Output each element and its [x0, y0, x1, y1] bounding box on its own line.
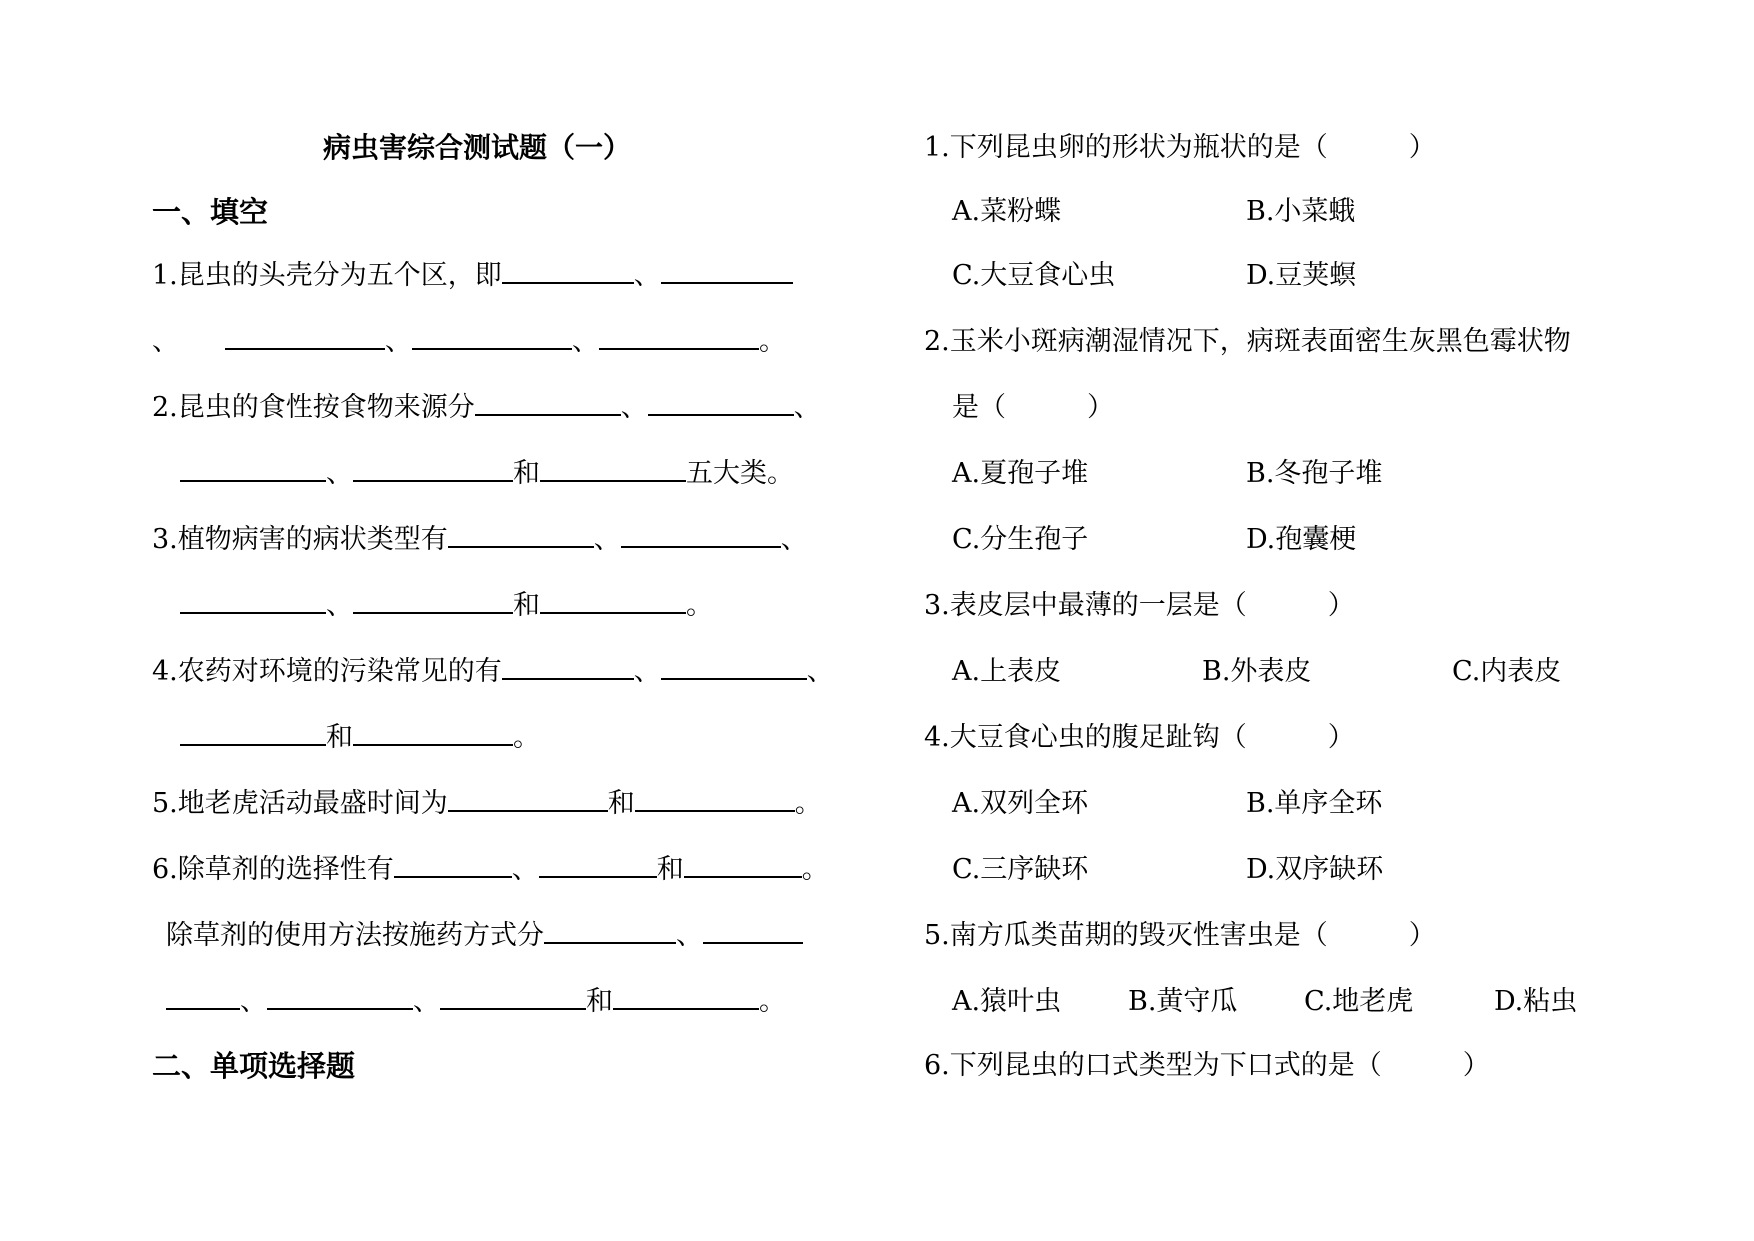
answer-blank[interactable]: [540, 586, 686, 614]
answer-blank[interactable]: [353, 454, 513, 482]
mc-question-2-option-c[interactable]: C.分生孢子: [952, 524, 1089, 555]
mc-question-3-stem: 3.表皮层中最薄的一层是（ ）: [924, 590, 1355, 621]
question-6-line-1: [152, 850, 829, 890]
question-3-line-2: [180, 586, 713, 626]
mc-question-1-option-d[interactable]: D.豆荚螟: [1246, 260, 1357, 291]
mc-question-3-option-c[interactable]: C.内表皮: [1452, 656, 1562, 687]
answer-blank[interactable]: [502, 652, 634, 680]
answer-blank[interactable]: [412, 322, 572, 350]
question-5: [152, 784, 822, 824]
answer-blank[interactable]: [180, 586, 326, 614]
separator: 、: [780, 524, 808, 555]
question-text: 除草剂的使用方法按施药方式分: [166, 920, 544, 951]
mc-question-1-option-b[interactable]: B.小菜蛾: [1246, 196, 1356, 227]
conjunction: 和: [607, 788, 635, 819]
conjunction: 和: [586, 986, 613, 1017]
period: 。: [686, 590, 713, 621]
conjunction: 和: [513, 590, 540, 621]
mc-question-5-stem: 5.南方瓜类苗期的毁灭性害虫是（ ）: [924, 920, 1436, 951]
separator: 、: [326, 458, 353, 489]
page-title: 病虫害综合测试题（一）: [323, 131, 632, 164]
mc-question-4-stem: 4.大豆食心虫的腹足趾钩（ ）: [924, 722, 1355, 753]
answer-blank[interactable]: [613, 982, 759, 1010]
separator: 、: [620, 392, 648, 423]
section-heading-fill-in: 一、填空: [152, 195, 269, 229]
separator: 、: [326, 590, 353, 621]
mc-question-5-option-a[interactable]: A.猿叶虫: [952, 986, 1062, 1017]
answer-blank[interactable]: [166, 982, 240, 1010]
question-end: 五大类。: [686, 458, 794, 489]
answer-blank[interactable]: [599, 322, 759, 350]
question-text: 5.地老虎活动最盛时间为: [152, 788, 448, 819]
mc-question-5-option-d[interactable]: D.粘虫: [1494, 986, 1578, 1017]
separator: 、: [511, 854, 539, 885]
question-text: 3.植物病害的病状类型有: [152, 524, 448, 555]
section-heading-single-choice: 二、单项选择题: [152, 1049, 356, 1083]
conjunction: 和: [326, 722, 353, 753]
separator: 、: [633, 260, 661, 291]
answer-blank[interactable]: [684, 850, 802, 878]
question-6-line-3: [166, 982, 786, 1022]
answer-blank[interactable]: [225, 322, 385, 350]
separator: 、: [593, 524, 621, 555]
separator: 、: [806, 656, 834, 687]
mc-question-3-option-b[interactable]: B.外表皮: [1202, 656, 1312, 687]
conjunction: 和: [656, 854, 684, 885]
mc-question-2-option-b[interactable]: B.冬孢子堆: [1246, 458, 1383, 489]
mc-question-5-option-b[interactable]: B.黄守瓜: [1128, 986, 1238, 1017]
separator: 、: [633, 656, 661, 687]
question-4-line-2: [180, 718, 540, 758]
mc-question-6-stem: 6.下列昆虫的口式类型为下口式的是（ ）: [924, 1050, 1490, 1081]
mc-question-4-option-b[interactable]: B.单序全环: [1246, 788, 1383, 819]
answer-blank[interactable]: [475, 388, 621, 416]
mc-question-2-option-d[interactable]: D.孢囊梗: [1246, 524, 1357, 555]
question-2-line-2: [180, 454, 794, 494]
answer-blank[interactable]: [353, 586, 513, 614]
answer-blank[interactable]: [661, 256, 793, 284]
separator: 、: [676, 920, 703, 951]
answer-blank[interactable]: [267, 982, 413, 1010]
separator: 、: [572, 326, 599, 357]
question-4-line-1: [152, 652, 834, 692]
answer-blank[interactable]: [394, 850, 512, 878]
question-1-line-2: [152, 322, 786, 362]
question-2-line-1: [152, 388, 821, 428]
period: 。: [759, 986, 786, 1017]
question-6-line-2: [166, 916, 803, 956]
mc-question-4-option-d[interactable]: D.双序缺环: [1246, 854, 1384, 885]
answer-blank[interactable]: [635, 784, 795, 812]
mc-question-2-stem: 2.玉米小斑病潮湿情况下，病斑表面密生灰黑色霉状物: [924, 326, 1571, 357]
answer-blank[interactable]: [180, 718, 326, 746]
answer-blank[interactable]: [502, 256, 634, 284]
separator: 、: [793, 392, 821, 423]
answer-blank[interactable]: [540, 454, 686, 482]
period: 。: [794, 788, 822, 819]
answer-blank[interactable]: [539, 850, 657, 878]
answer-blank[interactable]: [180, 454, 326, 482]
period: 。: [801, 854, 829, 885]
question-text: 2.昆虫的食性按食物来源分: [152, 392, 475, 423]
mc-question-5-option-c[interactable]: C.地老虎: [1304, 986, 1414, 1017]
separator: 、: [152, 326, 179, 357]
question-3-line-1: [152, 520, 808, 560]
answer-blank[interactable]: [440, 982, 586, 1010]
answer-blank[interactable]: [544, 916, 676, 944]
separator: 、: [413, 986, 440, 1017]
answer-blank[interactable]: [703, 916, 803, 944]
answer-blank[interactable]: [661, 652, 807, 680]
mc-question-3-option-a[interactable]: A.上表皮: [952, 656, 1062, 687]
period: 。: [759, 326, 786, 357]
answer-blank[interactable]: [448, 784, 608, 812]
separator: 、: [240, 986, 267, 1017]
period: 。: [513, 722, 540, 753]
answer-blank[interactable]: [448, 520, 594, 548]
mc-question-1-option-a[interactable]: A.菜粉蝶: [952, 196, 1062, 227]
answer-blank[interactable]: [353, 718, 513, 746]
mc-question-1-option-c[interactable]: C.大豆食心虫: [952, 260, 1116, 291]
mc-question-4-option-c[interactable]: C.三序缺环: [952, 854, 1089, 885]
answer-blank[interactable]: [621, 520, 781, 548]
mc-question-2-option-a[interactable]: A.夏孢子堆: [952, 458, 1089, 489]
separator: 、: [385, 326, 412, 357]
question-text: 4.农药对环境的污染常见的有: [152, 656, 502, 687]
mc-question-2-stem-continued: 是（ ）: [952, 392, 1114, 423]
question-text: 1.昆虫的头壳分为五个区，即: [152, 260, 502, 291]
mc-question-1-stem: 1.下列昆虫卵的形状为瓶状的是（ ）: [924, 132, 1436, 163]
conjunction: 和: [513, 458, 540, 489]
question-1-line-1: [152, 256, 793, 296]
question-text: 6.除草剂的选择性有: [152, 854, 394, 885]
answer-blank[interactable]: [648, 388, 794, 416]
mc-question-4-option-a[interactable]: A.双列全环: [952, 788, 1089, 819]
